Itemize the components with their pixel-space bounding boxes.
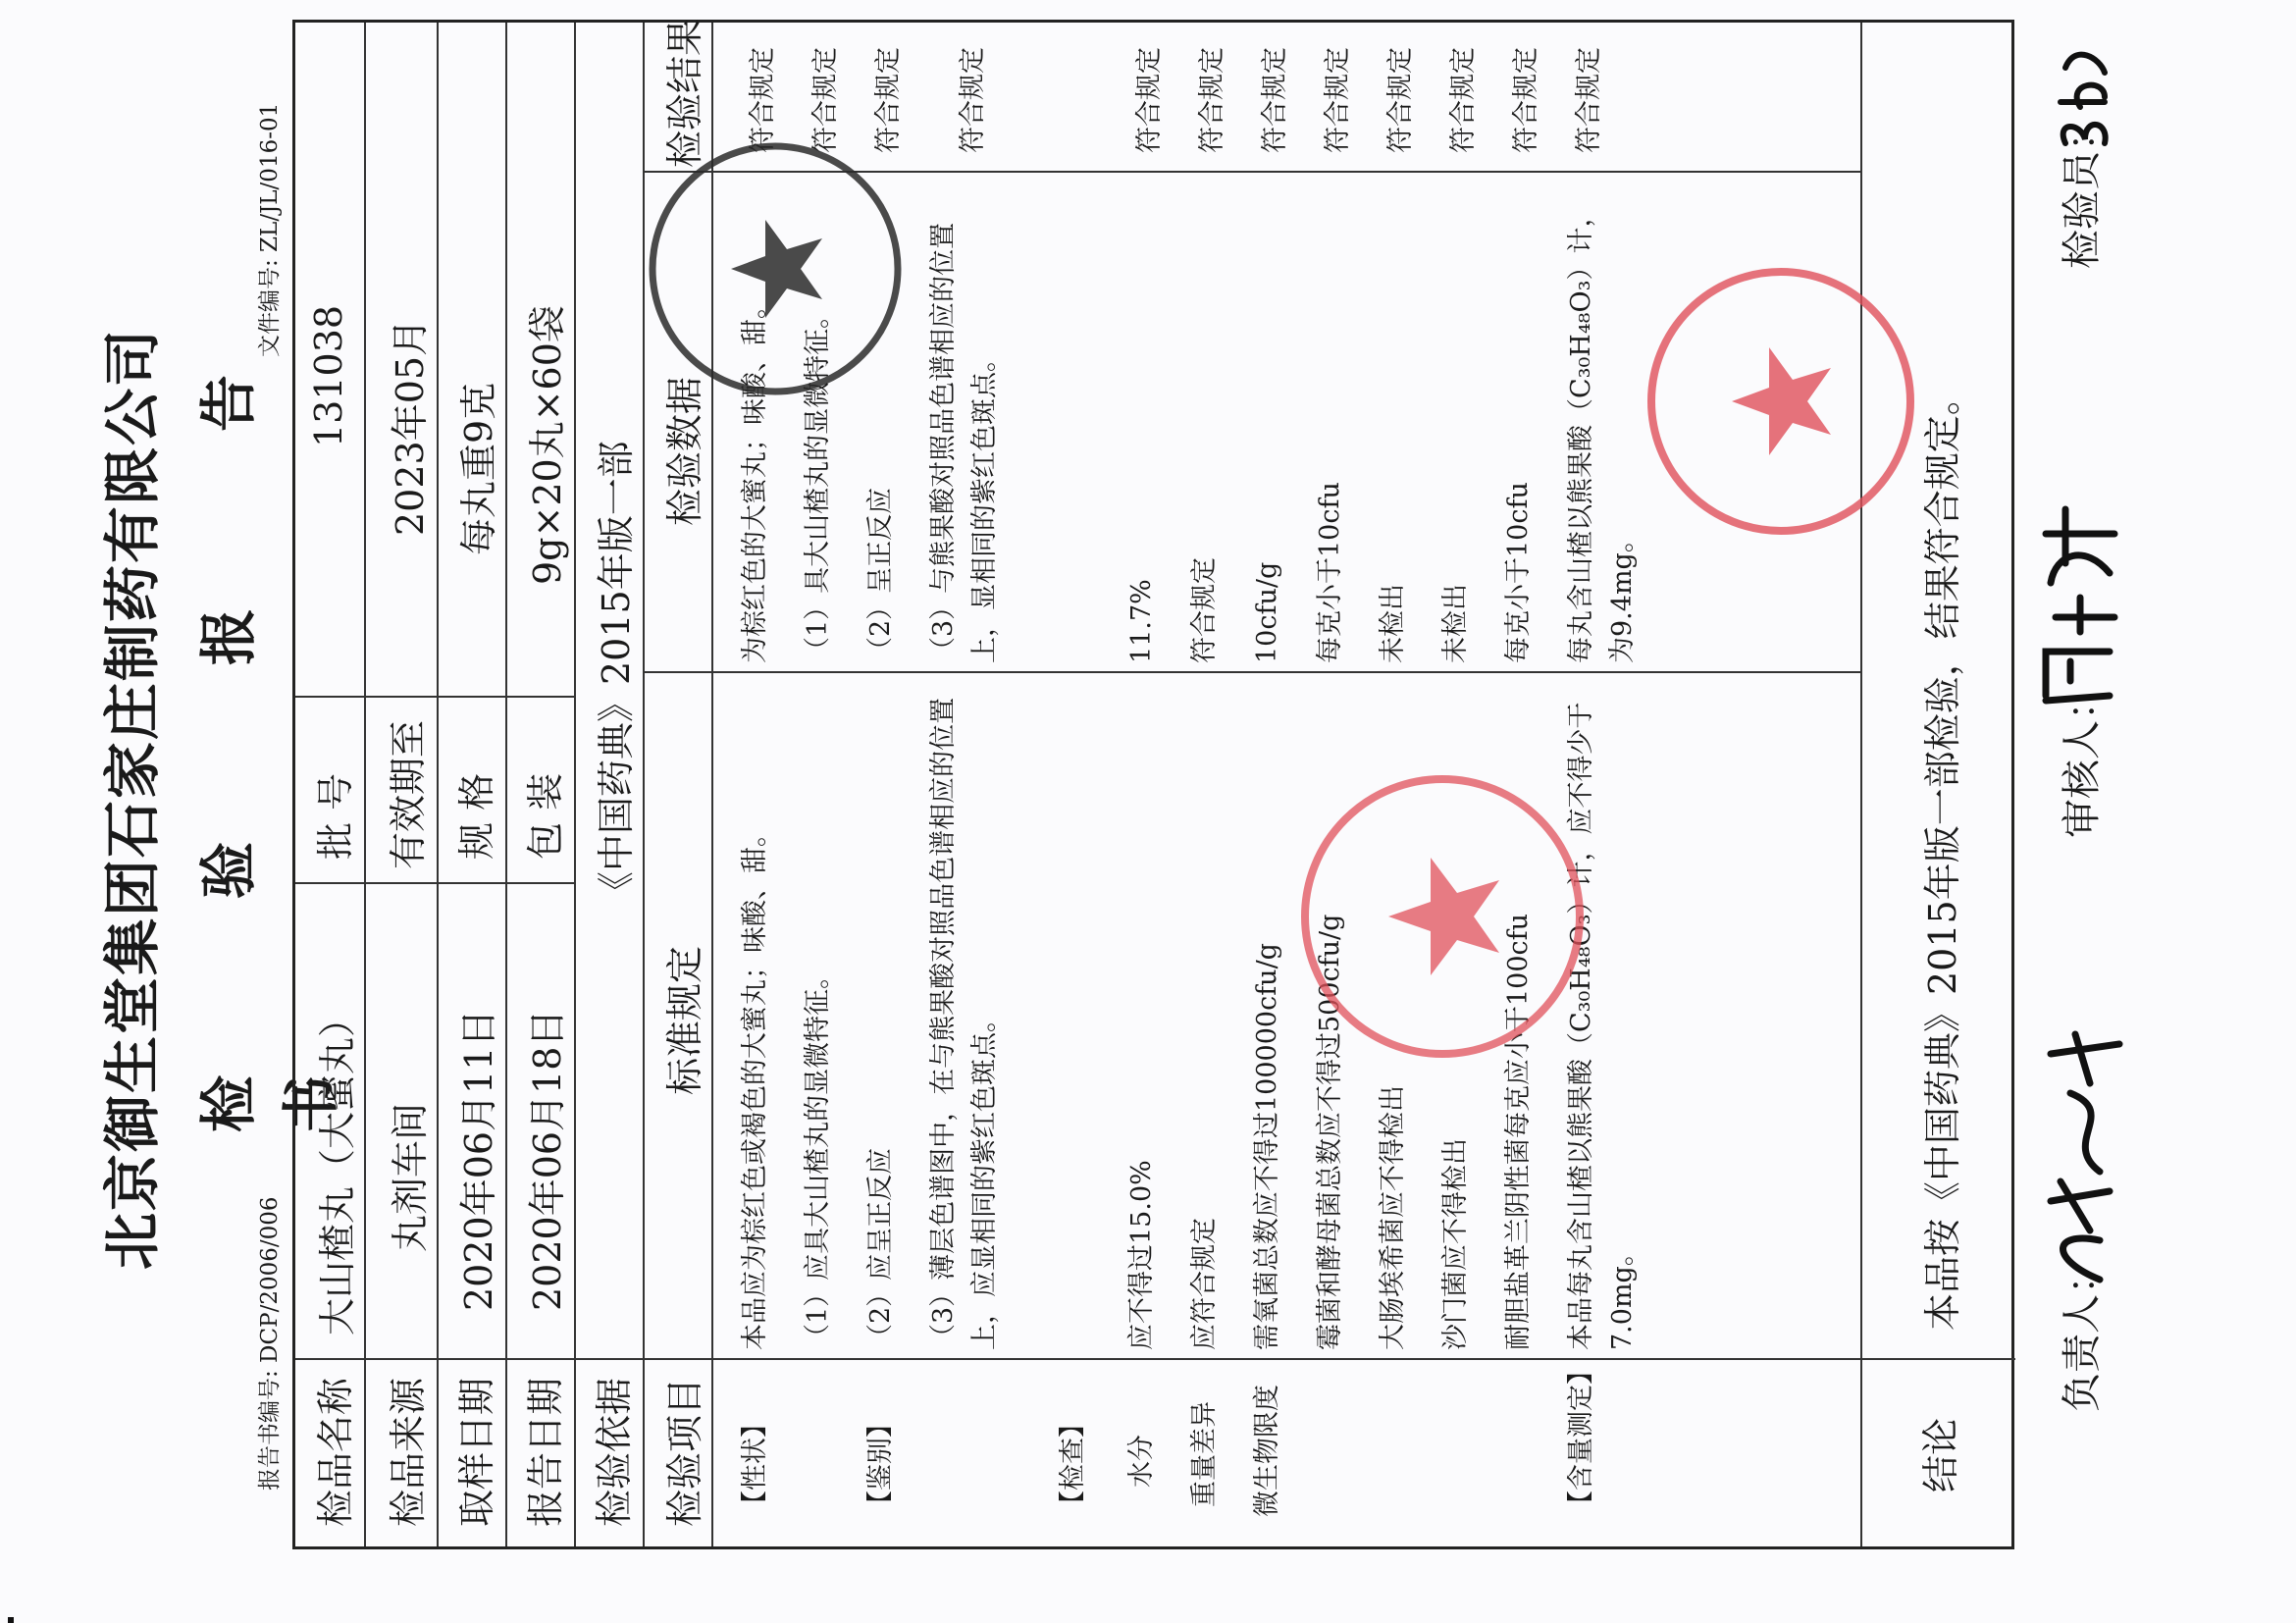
micro-standard-4: 沙门菌应不得检出 xyxy=(1440,1138,1471,1350)
weight-data: 符合规定 xyxy=(1189,557,1220,663)
pack-value: 9g×20丸×60袋 xyxy=(526,305,569,585)
micro-result-5: 符合规定 xyxy=(1511,47,1541,153)
header-item: 检验项目 xyxy=(663,1377,706,1527)
header-data: 检验数据 xyxy=(663,376,706,526)
identify-result-1: 符合规定 xyxy=(810,47,841,153)
micro-label: 微生物限度 xyxy=(1252,1385,1282,1517)
micro-result-3: 符合规定 xyxy=(1385,47,1416,153)
character-result: 符合规定 xyxy=(748,47,778,153)
assay-standard: 本品每丸含山楂以熊果酸（C₃₀H₄₈O₃）计，应不得少于7.0mg。 xyxy=(1566,702,1638,1350)
identify-standard-2: （2）应呈正反应 xyxy=(865,1147,896,1350)
micro-data-2: 每克小于10cfu xyxy=(1315,482,1345,663)
scan-dot xyxy=(8,1617,14,1623)
inspector-label: 检验员： xyxy=(2060,112,2105,269)
conclusion-text: 本品按《中国药典》2015年版一部检验，结果符合规定。 xyxy=(1921,378,1964,1331)
micro-data-3: 未检出 xyxy=(1378,584,1408,663)
sample-value: 2020年06月11日 xyxy=(457,1009,500,1311)
micro-result-4: 符合规定 xyxy=(1448,47,1479,153)
col-rule xyxy=(295,696,574,698)
character-data: 为棕红色的大蜜丸；味酸、甜。 xyxy=(740,292,770,663)
reviewer-signature xyxy=(2026,485,2124,710)
micro-data-5: 每克小于10cfu xyxy=(1503,482,1534,663)
file-number: 文件编号: ZL/JL/016-01 xyxy=(257,102,283,357)
batch-value: 131038 xyxy=(307,304,350,447)
identify-data-1: （1）具大山楂丸的显微特征。 xyxy=(803,301,833,663)
name-value: 大山楂丸（大蜜丸） xyxy=(316,999,359,1335)
col-rule xyxy=(295,882,574,884)
source-value: 丸剂车间 xyxy=(389,1102,432,1252)
report-date-label: 报告日期 xyxy=(524,1377,567,1527)
responsible-signature xyxy=(2031,1005,2129,1289)
identify-result-3: 符合规定 xyxy=(958,47,988,153)
report-subtitle: 检验报告书 xyxy=(195,197,344,1132)
red-qc-stamp-center xyxy=(1285,759,1599,1073)
row-rule xyxy=(364,23,366,1546)
assay-data: 每丸含山楂以熊果酸（C₃₀H₄₈O₃）计，为9.4mg。 xyxy=(1566,200,1638,663)
micro-result-1: 符合规定 xyxy=(1260,47,1290,153)
col-rule xyxy=(643,671,1860,673)
row-rule xyxy=(1860,23,1862,1546)
identify-label: 【鉴别】 xyxy=(865,1411,896,1517)
batch-label: 批 号 xyxy=(314,772,357,860)
identify-result-2: 符合规定 xyxy=(873,47,904,153)
spec-value: 每丸重9克 xyxy=(457,382,500,555)
weight-standard: 应符合规定 xyxy=(1189,1218,1220,1350)
expiry-label: 有效期至 xyxy=(387,719,430,869)
report-date-value: 2020年06月18日 xyxy=(526,1009,569,1311)
identify-data-3: （3）与熊果酸对照品色谱相应的位置上，显相同的紫红色斑点。 xyxy=(928,222,1000,663)
name-label: 检品名称 xyxy=(314,1377,357,1527)
source-label: 检品来源 xyxy=(387,1377,430,1527)
row-rule xyxy=(505,23,507,1546)
basis-value: 《中国药典》2015年版一部 xyxy=(595,441,638,909)
water-data: 11.7% xyxy=(1126,579,1157,663)
micro-data-1: 10cfu/g xyxy=(1252,561,1282,663)
responsible-label: 负责人： xyxy=(2060,1255,2105,1412)
character-label: 【性状】 xyxy=(740,1411,770,1517)
assay-result: 符合规定 xyxy=(1574,47,1604,153)
identify-standard-3: （3）薄层色谱图中，在与熊果酸对照品色谱相应的位置上，应显相同的紫红色斑点。 xyxy=(928,697,1000,1350)
pack-label: 包 装 xyxy=(524,772,567,860)
weight-label: 重量差异 xyxy=(1189,1401,1220,1507)
micro-standard-1: 需氧菌总数应不得过100000cfu/g xyxy=(1252,943,1282,1350)
identify-standard-1: （1）应具大山楂丸的显微特征。 xyxy=(803,962,833,1350)
micro-data-4: 未检出 xyxy=(1440,584,1471,663)
check-label: 【检查】 xyxy=(1058,1411,1088,1517)
spec-label: 规 格 xyxy=(455,772,498,860)
weight-result: 符合规定 xyxy=(1197,47,1227,153)
conclusion-label: 结论 xyxy=(1919,1417,1962,1492)
micro-standard-3: 大肠埃希菌应不得检出 xyxy=(1378,1085,1408,1350)
reviewer-label: 审核人： xyxy=(2060,681,2105,838)
row-rule xyxy=(574,23,576,1546)
row-rule xyxy=(437,23,439,1546)
identify-data-2: （2）呈正反应 xyxy=(865,487,896,663)
report-number: 报告书编号: DCP/2006/006 xyxy=(257,1196,283,1491)
character-standard: 本品应为棕红色或褐色的大蜜丸；味酸、甜。 xyxy=(740,820,770,1350)
micro-result-2: 符合规定 xyxy=(1323,47,1353,153)
report-table xyxy=(292,20,2014,1549)
micro-standard-2: 霉菌和酵母菌总数应不得过500cfu/g xyxy=(1315,914,1345,1350)
water-label: 水分 xyxy=(1126,1435,1157,1488)
company-title: 北京御生堂集团石家庄制药有限公司 xyxy=(99,328,166,1271)
expiry-value: 2023年05月 xyxy=(389,318,432,536)
basis-label: 检验依据 xyxy=(593,1377,636,1527)
black-qc-stamp xyxy=(638,131,913,406)
red-company-stamp xyxy=(1634,254,1928,549)
water-result: 符合规定 xyxy=(1134,47,1165,153)
inspector-signature xyxy=(2046,33,2114,151)
header-standard: 标准规定 xyxy=(663,945,706,1095)
assay-label: 【含量测定】 xyxy=(1566,1358,1596,1517)
water-standard: 应不得过15.0% xyxy=(1126,1160,1157,1350)
micro-standard-5: 耐胆盐革兰阴性菌每克应小于100cfu xyxy=(1503,913,1534,1350)
header-result: 检验结果 xyxy=(663,18,706,168)
sample-label: 取样日期 xyxy=(455,1377,498,1527)
col-rule xyxy=(295,1358,2015,1360)
